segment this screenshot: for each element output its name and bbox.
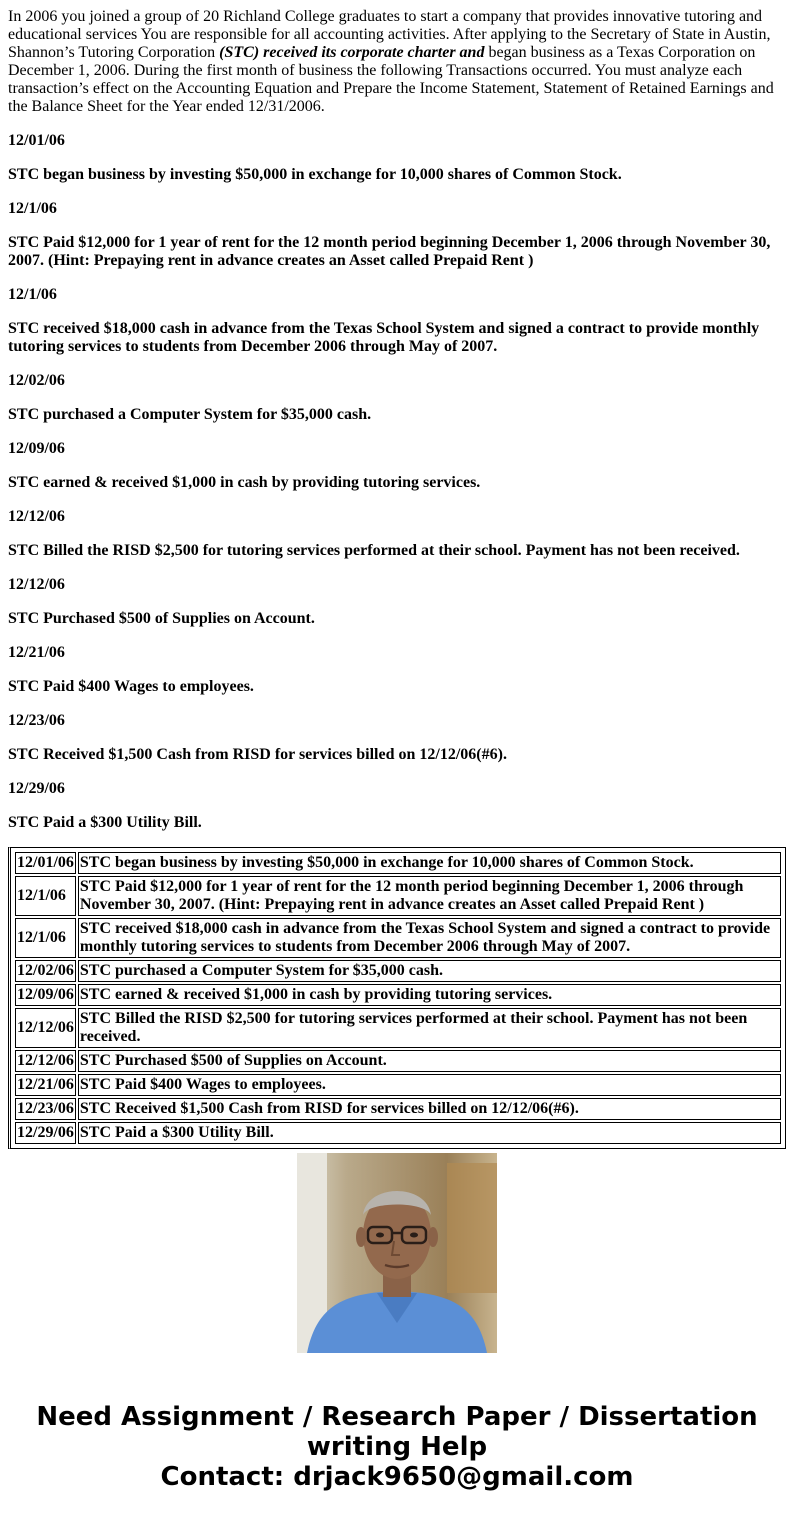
table-row (15, 1098, 781, 1120)
footer-line-1: Need Assignment / Research Paper / Dissertation (36, 1402, 758, 1432)
table-cell-description: STC Paid $12,000 for 1 year of rent for the 12 month period beginning December 1, 2006 through November 30, 2007. (Hint: Prepaying rent in advance creates an Asset called Prepaid Rent ) (78, 876, 781, 916)
intro-emphasis: (STC) received its corporate charter and (219, 44, 485, 61)
table-cell-date: 12/21/06 (15, 1074, 76, 1096)
transaction-text: STC earned & received $1,000 in cash by providing tutoring services. (8, 474, 481, 491)
table-row (15, 852, 781, 874)
table-cell-description: STC Purchased $500 of Supplies on Account. (78, 1050, 781, 1072)
table-cell-date: 12/12/06 (15, 1008, 76, 1048)
transaction-date: 12/1/06 (8, 286, 57, 303)
transaction-date: 12/12/06 (8, 576, 65, 593)
table-cell-description: STC Billed the RISD $2,500 for tutoring services performed at their school. Payment has not been received. (78, 1008, 781, 1048)
table-row (15, 1074, 781, 1096)
footer-contact[interactable]: Contact: drjack9650@gmail.com (160, 1462, 634, 1492)
table-cell-date: 12/01/06 (15, 852, 76, 874)
transaction-date: 12/23/06 (8, 712, 65, 729)
table-row (15, 984, 781, 1006)
table-cell-description: STC earned & received $1,000 in cash by providing tutoring services. (78, 984, 781, 1006)
transaction-text: STC Billed the RISD $2,500 for tutoring services performed at their school. Payment has not been received. (8, 542, 740, 559)
transaction-text: STC received $18,000 cash in advance from the Texas School System and signed a contract to provide monthly tutoring services to students from December 2006 through May of 2007. (8, 320, 760, 355)
footer-line-2: writing Help (306, 1432, 488, 1462)
table-cell-date: 12/29/06 (15, 1122, 76, 1144)
table-cell-date: 12/1/06 (15, 876, 76, 916)
table-row (15, 876, 781, 916)
table-cell-description: STC Paid $400 Wages to employees. (78, 1074, 781, 1096)
table-cell-date: 12/12/06 (15, 1050, 76, 1072)
table-cell-description: STC received $18,000 cash in advance from the Texas School System and signed a contract to provide monthly tutoring services to students from December 2006 through May of 2007. (78, 918, 781, 958)
table-cell-date: 12/09/06 (15, 984, 76, 1006)
transaction-text: STC Received $1,500 Cash from RISD for services billed on 12/12/06(#6). (8, 746, 507, 763)
table-row (15, 1122, 781, 1144)
transaction-table (8, 847, 786, 1149)
transaction-list (8, 132, 786, 832)
intro-part2: began business as a Texas Corporation on December 1, 2006. During the first month of business the following Transactions occurred. You must analyze each transaction’s effect on the Accounting Equation and Prepare the Income Statement, Statement of Retained Earnings and the Balance Sheet for the Year ended 12/31/2006. (8, 44, 774, 115)
transaction-text: STC purchased a Computer System for $35,000 cash. (8, 406, 372, 423)
transaction-text: STC Paid a $300 Utility Bill. (8, 814, 202, 831)
transaction-date: 12/01/06 (8, 132, 65, 149)
table-cell-date: 12/02/06 (15, 960, 76, 982)
table-cell-description: STC Paid a $300 Utility Bill. (78, 1122, 781, 1144)
transaction-date: 12/02/06 (8, 372, 65, 389)
transaction-date: 12/1/06 (8, 200, 57, 217)
table-row (15, 1008, 781, 1048)
intro-part1: In 2006 you joined a group of 20 Richland College graduates to start a company that provides innovative tutoring and educational services You are responsible for all accounting activities. After applying to the Secretary of State in Austin, Shannon’s Tutoring Corporation (8, 8, 771, 61)
table-cell-date: 12/23/06 (15, 1098, 76, 1120)
transaction-date: 12/21/06 (8, 644, 65, 661)
author-photo (297, 1153, 497, 1353)
table-row (15, 918, 781, 958)
transaction-text: STC began business by investing $50,000 in exchange for 10,000 shares of Common Stock. (8, 166, 622, 183)
table-row (15, 960, 781, 982)
table-cell-description: STC began business by investing $50,000 in exchange for 10,000 shares of Common Stock. (78, 852, 781, 874)
intro-paragraph (8, 8, 786, 116)
transaction-date: 12/12/06 (8, 508, 65, 525)
table-cell-description: STC Received $1,500 Cash from RISD for services billed on 12/12/06(#6). (78, 1098, 781, 1120)
transaction-date: 12/29/06 (8, 780, 65, 797)
author-photo-image (297, 1153, 497, 1353)
table-cell-description: STC purchased a Computer System for $35,000 cash. (78, 960, 781, 982)
footer-banner (0, 1402, 794, 1492)
transaction-text: STC Paid $400 Wages to employees. (8, 678, 254, 695)
transaction-text: STC Purchased $500 of Supplies on Account. (8, 610, 315, 627)
transaction-date: 12/09/06 (8, 440, 65, 457)
table-row (15, 1050, 781, 1072)
table-cell-date: 12/1/06 (15, 918, 76, 958)
transaction-table-wrapper (8, 847, 786, 1141)
transaction-text: STC Paid $12,000 for 1 year of rent for the 12 month period beginning December 1, 2006 through November 30, 2007. (Hint: Prepaying rent in advance creates an Asset called Prepaid Rent ) (8, 234, 771, 269)
